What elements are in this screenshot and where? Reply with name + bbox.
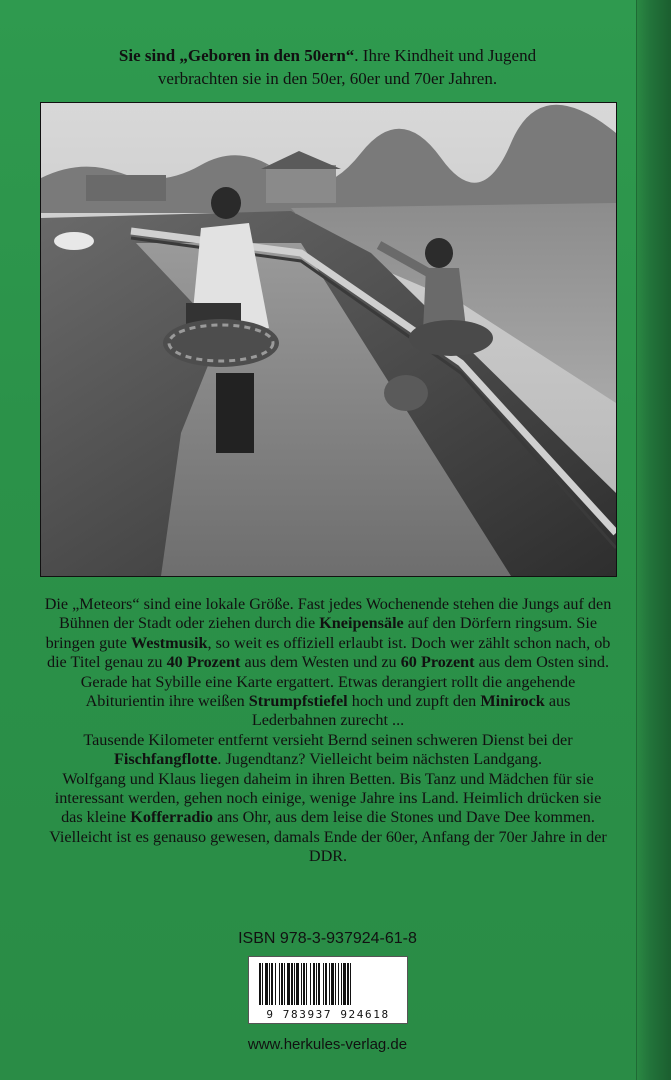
photo-hitchhikers-icon: [41, 103, 616, 576]
isbn-label: ISBN 978-3-937924-61-8: [238, 930, 417, 947]
blurb-span: Gerade hat Sybille eine Karte ergattert. Etwas derangiert rollt die angehende Abiturientin ihre weißen: [80, 672, 576, 711]
blurb-span: . Jugendtanz? Vielleicht beim nächsten Landgang.: [217, 750, 543, 769]
blurb-span: Wolfgang und Klaus liegen daheim in ihren Betten. Bis Tanz und Mädchen für sie interessant werden, gehen noch einige, wenige Jahre ins Land. Heimlich drücken sie das kleine: [54, 769, 602, 827]
blurb-span: Vielleicht ist es genauso gewesen, damals Ende der 60er, Anfang der 70er Jahre in der DDR.: [49, 827, 607, 866]
book-spine: [636, 0, 671, 1080]
barcode-icon: [249, 957, 407, 1009]
blurb-bold: Minirock: [480, 692, 545, 711]
blurb-span: , so weit es offiziell erlaubt ist. Doch wer zählt schon nach, ob die Titel genau zu: [46, 633, 611, 672]
blurb-paragraph-3: [44, 731, 612, 770]
blurb-span: aus Lederbahnen zurecht ...: [251, 692, 571, 730]
intro-line1-rest: . Ihre Kindheit und Jugend: [354, 46, 537, 65]
publisher-url: www.herkules-verlag.de: [247, 1036, 408, 1053]
blurb-paragraph-1: [44, 595, 612, 673]
blurb-span: auf den Dörfern ringsum. Sie bringen gute: [45, 614, 598, 652]
intro-title-quote: „Geboren in den 50ern“: [179, 46, 355, 65]
blurb-span: ans Ohr, aus dem leise die Stones und Dave Dee kommen.: [213, 808, 595, 827]
barcode: [248, 956, 408, 1024]
blurb-bold: 60 Prozent: [400, 653, 475, 672]
blurb-span: Tausende Kilometer entfernt versieht Bernd seinen schweren Dienst bei der: [83, 730, 573, 749]
blurb-bold: Westmusik: [131, 633, 208, 652]
blurb-bold: Kofferradio: [130, 808, 214, 827]
blurb-text: [44, 595, 612, 867]
barcode-number: 9 783937 924618: [266, 1008, 390, 1021]
blurb-bold: Kneipensäle: [319, 614, 404, 633]
blurb-span: Die „Meteors“ sind eine lokale Größe. Fast jedes Wochenende stehen die Jungs auf den Bühnen der Stadt oder ziehen durch die: [44, 595, 612, 633]
blurb-bold: 40 Prozent: [166, 653, 241, 672]
blurb-span: aus dem Westen und zu: [240, 653, 401, 672]
intro-line2: verbrachten sie in den 50er, 60er und 70er Jahren.: [157, 69, 498, 88]
intro-text: [40, 44, 615, 90]
intro-lead: Sie sind: [118, 46, 180, 65]
blurb-bold: Fischfangflotte: [113, 750, 218, 769]
blurb-paragraph-2: [44, 673, 612, 731]
blurb-span: aus dem Osten sind.: [474, 653, 610, 672]
cover-photo: [40, 102, 617, 577]
blurb-paragraph-5: [44, 828, 612, 867]
blurb-bold: Strumpfstiefel: [248, 692, 348, 711]
blurb-paragraph-4: [44, 770, 612, 828]
blurb-span: hoch und zupft den: [347, 692, 481, 711]
